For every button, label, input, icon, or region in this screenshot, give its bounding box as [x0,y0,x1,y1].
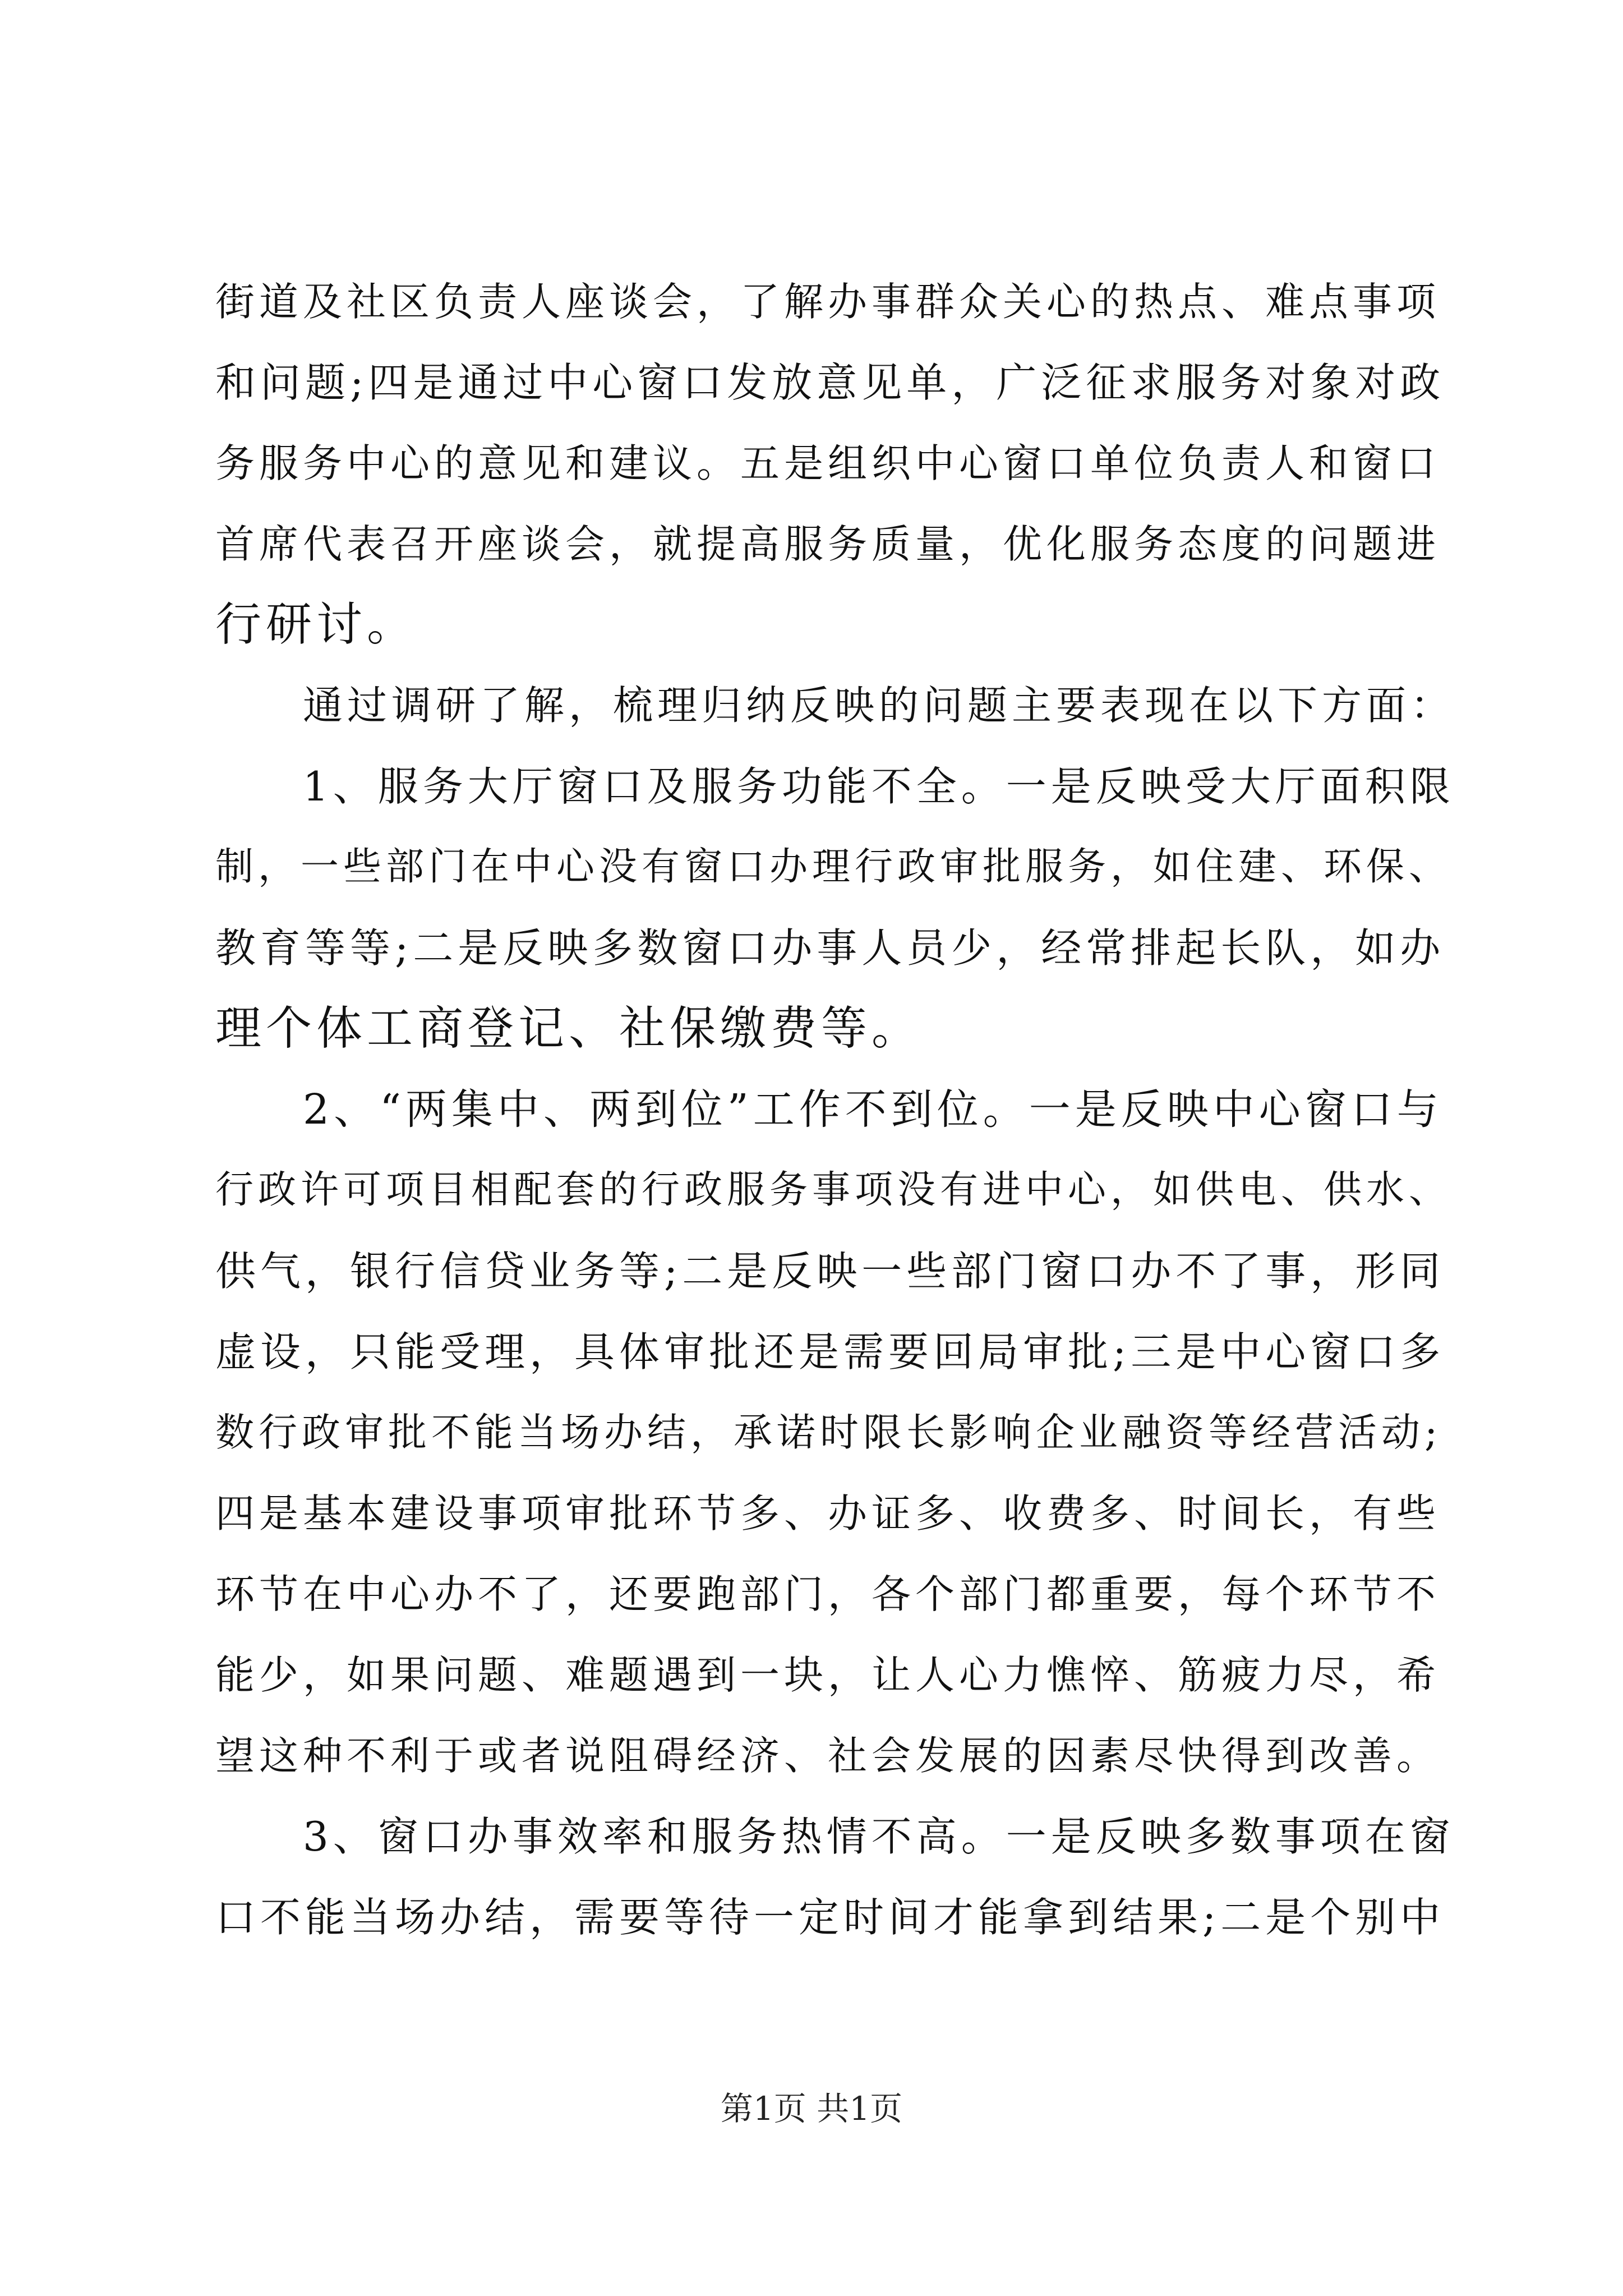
page-footer: 第1页 共1页 [720,2090,903,2128]
paragraph-start-line: 3、窗口办事效率和服务热情不高。一是反映多数事项在窗 [303,1813,1455,1860]
body-line-18: 能少，如果问题、难题遇到一块，让人心力憔悴、筋疲力尽，希 [215,1652,1440,1698]
body-line-16: 四是基本建设事项审批环节多、办证多、收费多、时间长，有些 [215,1490,1440,1536]
body-line-21: 口不能当场办结，需要等待一定时间才能拿到结果;二是个别中 [215,1894,1445,1941]
paragraph-start-line: 通过调研了解，梳理归纳反映的问题主要表现在以下方面： [303,682,1455,729]
body-line-13: 供气，银行信贷业务等;二是反映一些部门窗口办不了事，形同 [215,1248,1445,1295]
body-line-1: 街道及社区负责人座谈会，了解办事群众关心的热点、难点事项 [215,279,1440,325]
body-line-4: 首席代表召开座谈会，就提高服务质量，优化服务态度的问题进 [215,521,1440,567]
body-line-8: 制，一些部门在中心没有窗口办理行政审批服务，如住建、环保、 [215,845,1452,889]
body-line-12: 行政许可项目相配套的行政服务事项没有进中心，如供电、供水、 [215,1168,1452,1212]
body-line-2: 和问题;四是通过中心窗口发放意见单，广泛征求服务对象对政 [215,359,1445,406]
body-line-10: 理个体工商登记、社保缴费等。 [215,1002,923,1055]
body-line-5: 行研讨。 [215,598,418,651]
body-line-17: 环节在中心办不了，还要跑部门，各个部门都重要，每个环节不 [215,1571,1440,1617]
body-line-15: 数行政审批不能当场办结，承诺时限长影响企业融资等经营活动; [215,1410,1442,1455]
body-line-19: 望这种不利于或者说阻碍经济、社会发展的因素尽快得到改善。 [215,1733,1440,1779]
body-line-14: 虚设，只能受理，具体审批还是需要回局审批;三是中心窗口多 [215,1328,1445,1375]
body-line-9: 教育等等;二是反映多数窗口办事人员少，经常排起长队，如办 [215,924,1445,972]
paragraph-start-line: 1、服务大厅窗口及服务功能不全。一是反映受大厅面积限 [303,763,1455,810]
paragraph-start-line: 2、“两集中、两到位”工作不到位。一是反映中心窗口与 [303,1085,1443,1134]
body-line-3: 务服务中心的意见和建议。五是组织中心窗口单位负责人和窗口 [215,440,1440,486]
